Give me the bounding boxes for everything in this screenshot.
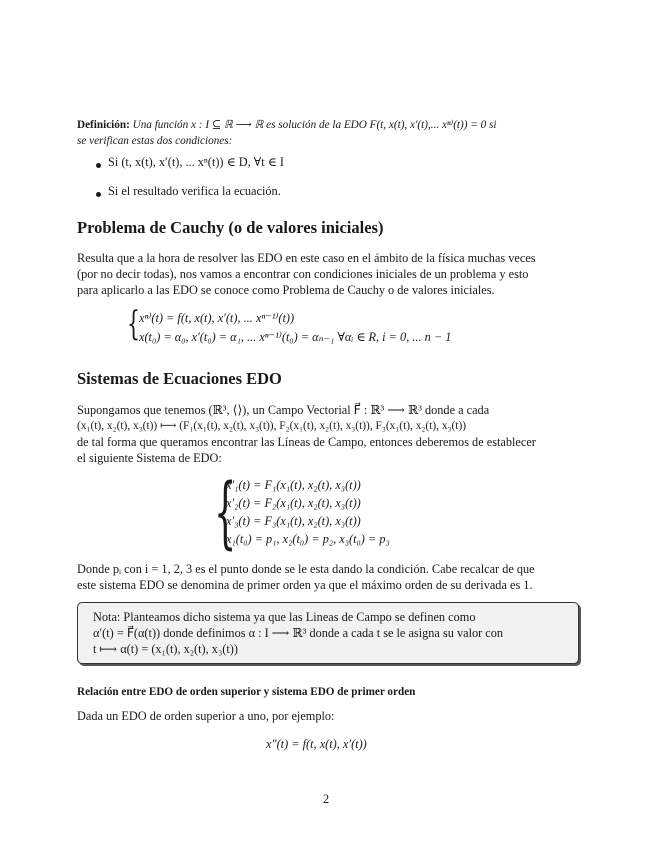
sistemas-system-brace: { (214, 468, 237, 558)
definition-text: Una función x : I ⊆ ℝ ⟶ ℝ es solución de la EDO F(t, x(t), x′(t),... xⁿ⁾(t)) = 0 si (132, 119, 497, 131)
note-line-1: Nota: Planteamos dicho sistema ya que las Lineas de Campo se definen como (93, 610, 476, 624)
cauchy-system-brace: { (127, 304, 140, 344)
cauchy-equation-2: x(t₀) = α₀, x′(t₀) = α₁, ... xⁿ⁻¹⁾(t₀) = αₙ₋₁ ∀αᵢ ∈ R, i = 0, ... n − 1 (139, 330, 452, 344)
bullet-icon (96, 163, 101, 168)
condition-item-1: Si (t, x(t), x′(t), ... xⁿ(t)) ∈ D, ∀t ∈ I (108, 155, 284, 169)
sistemas-paragraph-line-4: el siguiente Sistema de EDO: (77, 451, 222, 465)
bullet-icon (96, 192, 101, 197)
condition-item-2: Si el resultado verifica la ecuación. (108, 184, 281, 198)
sistemas-paragraph-line-1: Supongamos que tenemos (ℝ³, ⟨⟩), un Campo Vectorial F⃗ : ℝ³ ⟶ ℝ³ donde a cada (77, 403, 490, 417)
cauchy-paragraph-line-3: para aplicarlo a las EDO se conoce como Problema de Cauchy o de valores iniciales. (77, 283, 495, 297)
sistemas-equation-3: x′₃(t) = F₃(x₁(t), x₂(t), x₃(t)) (226, 514, 361, 528)
definition-line-1 (77, 117, 497, 133)
definition-label: Definición: (77, 119, 130, 131)
sistemas-heading: Sistemas de Ecuaciones EDO (77, 369, 282, 388)
sistemas-after-line-1: Donde pᵢ con i = 1, 2, 3 es el punto donde se le esta dando la condición. Cabe recalcar de que (77, 562, 535, 576)
sistemas-after-line-2: este sistema EDO se denomina de primer orden ya que el máximo orden de su derivada es 1. (77, 578, 533, 592)
sistemas-equation-1: x′₁(t) = F₁(x₁(t), x₂(t), x₃(t)) (226, 478, 361, 492)
sistemas-paragraph-line-2: (x₁(t), x₂(t), x₃(t)) ⟼ (F₁(x₁(t), x₂(t), x₃(t)), F₂(x₁(t), x₂(t), x₃(t)), F₃(x₁(t), x₂(t), x₃(t)) (77, 420, 467, 432)
page-number: 2 (323, 792, 330, 806)
note-line-3: t ⟼ α(t) = (x₁(t), x₂(t), x₃(t)) (93, 642, 238, 656)
note-line-2: α′(t) = F⃗(α(t)) donde definimos α : I ⟶ ℝ³ donde a cada t se le asigna su valor con (93, 626, 504, 640)
sistemas-paragraph-line-3: de tal forma que queramos encontrar las Líneas de Campo, entonces deberemos de establecer (77, 435, 536, 449)
cauchy-paragraph-line-2: (por no decir todas), nos vamos a encontrar con condiciones iniciales de un problema y esto (77, 267, 529, 281)
sistemas-equation-4: x₁(t₀) = p₁, x₂(t₀) = p₂, x₃(t₀) = p₃ (226, 532, 390, 546)
cauchy-heading: Problema de Cauchy (o de valores iniciales) (77, 218, 384, 237)
cauchy-paragraph-line-1: Resulta que a la hora de resolver las EDO en este caso en el ámbito de la física muchas veces (77, 251, 536, 265)
definition-line-2: se verifican estas dos condiciones: (77, 135, 233, 147)
relacion-equation: x″(t) = f(t, x(t), x′(t)) (266, 737, 367, 751)
relacion-heading: Relación entre EDO de orden superior y sistema EDO de primer orden (77, 686, 416, 698)
sistemas-equation-2: x′₂(t) = F₂(x₁(t), x₂(t), x₃(t)) (226, 496, 361, 510)
relacion-intro: Dada un EDO de orden superior a uno, por ejemplo: (77, 709, 335, 723)
cauchy-equation-1: xⁿ⁾(t) = f(t, x(t), x′(t), ... xⁿ⁻¹⁾(t)) (139, 311, 295, 325)
